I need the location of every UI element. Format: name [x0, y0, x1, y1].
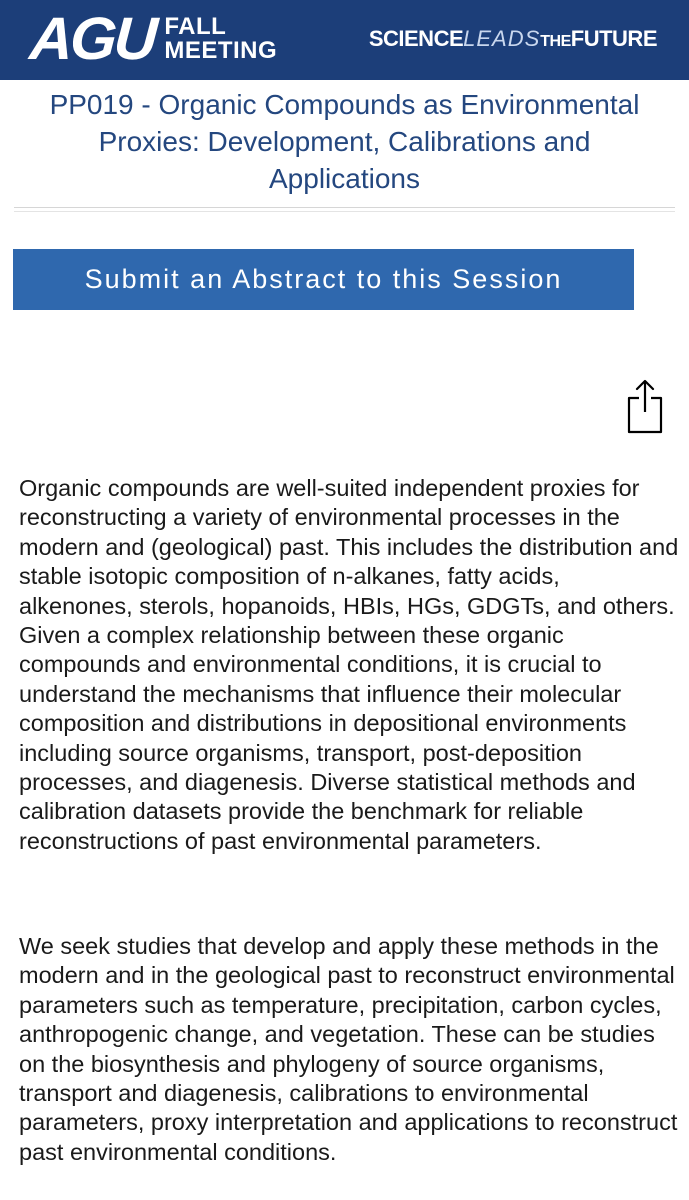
tagline-the: THE — [540, 33, 571, 50]
tagline — [369, 26, 657, 52]
agu-logo[interactable] — [27, 5, 278, 72]
submit-abstract-button[interactable]: Submit an Abstract to this Session — [13, 249, 634, 310]
session-description-paragraph-2: We seek studies that develop and apply these methods in the modern and in the geological past to reconstruct environmental parameters such as temperature, precipitation, carbon cycles, anthropogenic change, and vegetation. These can be studies on the biosynthesis and phylogeny of source organisms, transport and diagenesis, calibrations to environmental parameters, proxy interpretation and applications to reconstruct past environmental conditions. — [19, 933, 678, 1165]
logo-line-fall: FALL — [164, 13, 227, 40]
tagline-future: FUTURE — [570, 26, 657, 51]
header-banner — [0, 0, 689, 80]
session-title: PP019 - Organic Compounds as Environmental Proxies: Development, Calibrations and Applications — [49, 89, 640, 194]
tagline-science: SCIENCE — [368, 26, 464, 51]
logo-subtitle — [164, 15, 277, 63]
tagline-leads: LEADS — [463, 26, 541, 51]
title-divider — [14, 207, 675, 212]
session-description-paragraph-1: Organic compounds are well-suited independent proxies for reconstructing a variety of environmental processes in the modern and (geological) past. This includes the distribution and stable isotopic composition of n-alkanes, fatty acids, alkenones, sterols, hopanoids, HBIs, HGs, GDGTs, and others. Given a complex relationship between these organic compounds and environmental conditions, it is crucial to understand the mechanisms that influence their molecular composition and distributions in depositional environments including source organisms, transport, post-deposition processes, and diagenesis. Diverse statistical methods and calibration datasets provide the benchmark for reliable reconstructions of past environmental parameters. — [19, 475, 679, 854]
share-icon[interactable] — [626, 378, 664, 434]
logo-mark: AGU — [27, 5, 157, 72]
logo-line-meeting: MEETING — [164, 37, 278, 64]
